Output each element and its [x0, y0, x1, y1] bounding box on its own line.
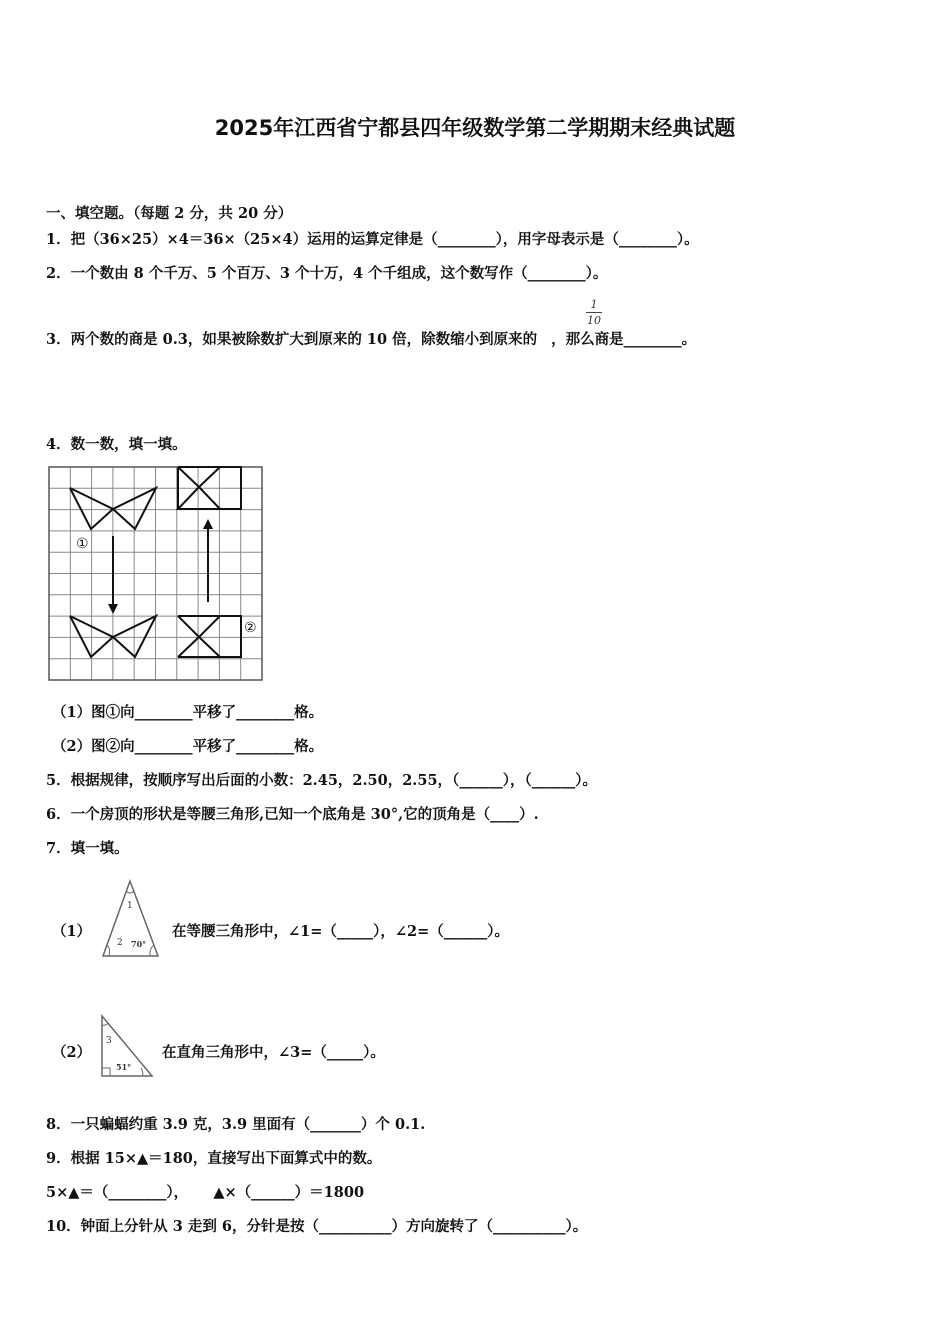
grid-svg [48, 466, 266, 682]
right-triangle-figure [99, 1013, 155, 1079]
section-heading: 一、填空题。（每题 2 分，共 20 分） [46, 205, 293, 222]
fraction-denominator: 10 [587, 314, 601, 327]
question-8: 8．一只蝙蝠约重 3.9 克，3.9 里面有（_______）个 0.1. [46, 1116, 426, 1133]
question-3-text: 3．两个数的商是 0.3，如果被除数扩大到原来的 10 倍，除数缩小到原来的 [46, 331, 538, 348]
right-triangle-svg [99, 1013, 155, 1079]
question-7-part-1-label: （1） [52, 923, 92, 940]
figure-2-shape-bottom [178, 616, 199, 657]
question-6: 6．一个房顶的形状是等腰三角形,已知一个底角是 30°,它的顶角是（____）. [46, 806, 539, 823]
question-7-part-1-text: 在等腰三角形中，∠1=（_____），∠2=（______）。 [172, 923, 510, 940]
question-5: 5．根据规律，按顺序写出后面的小数：2.45，2.50，2.55，（______），（______）。 [46, 772, 598, 789]
figure-1-label: ① [76, 536, 89, 552]
angle-1-label: 1 [127, 901, 133, 911]
angle-51-label: 51° [116, 1062, 132, 1072]
figure-2-label: ② [244, 620, 257, 636]
question-10: 10．钟面上分针从 3 走到 6，分针是按（__________）方向旋转了（__________）。 [46, 1218, 588, 1235]
question-9: 9．根据 15×▲＝180，直接写出下面算式中的数。 [46, 1150, 382, 1167]
isosceles-triangle-figure [100, 878, 162, 960]
question-1: 1．把（36×25）×4＝36×（25×4）运用的运算定律是（________），用字母表示是（________）。 [46, 231, 699, 248]
translation-grid-figure [48, 466, 266, 682]
question-2: 2．一个数由 8 个千万、5 个百万、3 个十万，4 个千组成，这个数写作（________）。 [46, 265, 608, 282]
fraction-one-tenth [583, 298, 605, 327]
question-4: 4．数一数，填一填。 [46, 436, 187, 453]
angle-3-label: 3 [106, 1036, 112, 1046]
question-3-tail: ，那么商是________。 [551, 331, 697, 348]
page-title: 2025年江西省宁都县四年级数学第二学期期末经典试题 [214, 116, 736, 140]
question-7: 7．填一填。 [46, 840, 129, 857]
question-4-part-2: （2）图②向________平移了________格。 [52, 738, 324, 755]
angle-2-label: 2 [117, 938, 123, 948]
angle-70-label: 70° [131, 939, 147, 949]
isosceles-triangle-svg [100, 878, 162, 960]
question-7-part-2-label: （2） [52, 1044, 92, 1061]
question-9-equations: 5×▲＝（________）， ▲×（______）＝1800 [46, 1184, 365, 1201]
fraction-numerator: 1 [590, 298, 598, 311]
question-4-part-1: （1）图①向________平移了________格。 [52, 704, 324, 721]
question-3 [46, 328, 696, 349]
question-7-part-2-text: 在直角三角形中，∠3=（_____）。 [162, 1044, 385, 1061]
